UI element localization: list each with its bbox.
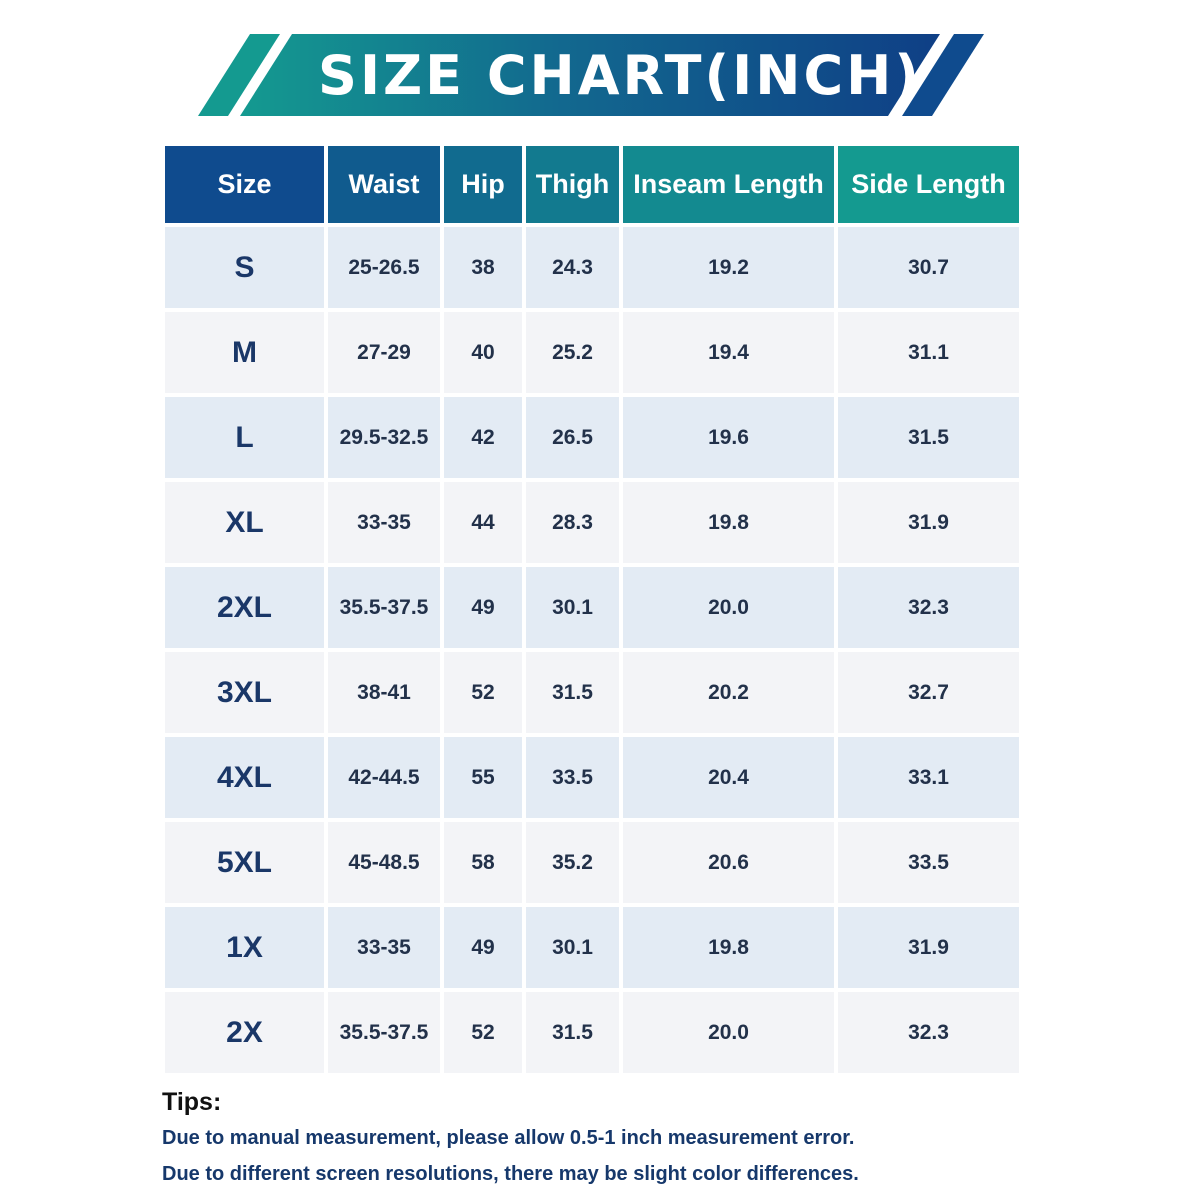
measurement-cell: 28.3 <box>526 482 619 563</box>
measurement-cell: 20.2 <box>623 652 834 733</box>
size-table <box>161 142 1023 1077</box>
measurement-cell: 33.1 <box>838 737 1019 818</box>
measurement-cell: 52 <box>444 992 522 1073</box>
header-row <box>165 146 1019 223</box>
size-label-cell: 5XL <box>165 822 324 903</box>
column-header: Size <box>165 146 324 223</box>
column-header: Thigh <box>526 146 619 223</box>
column-header: Waist <box>328 146 440 223</box>
measurement-cell: 32.7 <box>838 652 1019 733</box>
measurement-cell: 49 <box>444 567 522 648</box>
measurement-cell: 19.6 <box>623 397 834 478</box>
column-header: Hip <box>444 146 522 223</box>
measurement-cell: 38 <box>444 227 522 308</box>
measurement-cell: 38-41 <box>328 652 440 733</box>
size-label-cell: 2XL <box>165 567 324 648</box>
size-label-cell: S <box>165 227 324 308</box>
measurement-cell: 49 <box>444 907 522 988</box>
measurement-cell: 33-35 <box>328 907 440 988</box>
measurement-cell: 20.0 <box>623 567 834 648</box>
measurement-cell: 31.5 <box>838 397 1019 478</box>
table-row <box>165 822 1019 903</box>
measurement-cell: 42-44.5 <box>328 737 440 818</box>
measurement-cell: 33-35 <box>328 482 440 563</box>
tip-line: Due to different screen resolutions, there may be slight color differences. <box>162 1163 859 1185</box>
table-row <box>165 992 1019 1073</box>
chart-title: SIZE CHART(INCH) <box>318 44 922 107</box>
column-header: Inseam Length <box>623 146 834 223</box>
measurement-cell: 33.5 <box>526 737 619 818</box>
table-row <box>165 397 1019 478</box>
measurement-cell: 20.6 <box>623 822 834 903</box>
measurement-cell: 35.5-37.5 <box>328 992 440 1073</box>
size-label-cell: M <box>165 312 324 393</box>
table-row <box>165 567 1019 648</box>
measurement-cell: 31.9 <box>838 482 1019 563</box>
measurement-cell: 31.9 <box>838 907 1019 988</box>
table-row <box>165 312 1019 393</box>
measurement-cell: 19.2 <box>623 227 834 308</box>
measurement-cell: 19.4 <box>623 312 834 393</box>
measurement-cell: 30.7 <box>838 227 1019 308</box>
tips-title: Tips: <box>162 1088 222 1116</box>
size-label-cell: 3XL <box>165 652 324 733</box>
measurement-cell: 32.3 <box>838 992 1019 1073</box>
measurement-cell: 19.8 <box>623 482 834 563</box>
measurement-cell: 45-48.5 <box>328 822 440 903</box>
measurement-cell: 29.5-32.5 <box>328 397 440 478</box>
size-label-cell: 2X <box>165 992 324 1073</box>
measurement-cell: 30.1 <box>526 567 619 648</box>
measurement-cell: 52 <box>444 652 522 733</box>
measurement-cell: 35.5-37.5 <box>328 567 440 648</box>
measurement-cell: 25.2 <box>526 312 619 393</box>
measurement-cell: 58 <box>444 822 522 903</box>
tip-line: Due to manual measurement, please allow 0.5-1 inch measurement error. <box>162 1127 855 1149</box>
measurement-cell: 19.8 <box>623 907 834 988</box>
measurement-cell: 42 <box>444 397 522 478</box>
measurement-cell: 55 <box>444 737 522 818</box>
measurement-cell: 32.3 <box>838 567 1019 648</box>
table-row <box>165 737 1019 818</box>
measurement-cell: 20.4 <box>623 737 834 818</box>
size-label-cell: L <box>165 397 324 478</box>
measurement-cell: 31.5 <box>526 652 619 733</box>
size-label-cell: XL <box>165 482 324 563</box>
size-label-cell: 4XL <box>165 737 324 818</box>
measurement-cell: 44 <box>444 482 522 563</box>
measurement-cell: 33.5 <box>838 822 1019 903</box>
table-row <box>165 907 1019 988</box>
table-row <box>165 652 1019 733</box>
measurement-cell: 26.5 <box>526 397 619 478</box>
size-label-cell: 1X <box>165 907 324 988</box>
measurement-cell: 35.2 <box>526 822 619 903</box>
measurement-cell: 40 <box>444 312 522 393</box>
measurement-cell: 31.5 <box>526 992 619 1073</box>
measurement-cell: 30.1 <box>526 907 619 988</box>
measurement-cell: 27-29 <box>328 312 440 393</box>
column-header: Side Length <box>838 146 1019 223</box>
measurement-cell: 25-26.5 <box>328 227 440 308</box>
table-row <box>165 227 1019 308</box>
measurement-cell: 24.3 <box>526 227 619 308</box>
table-row <box>165 482 1019 563</box>
measurement-cell: 20.0 <box>623 992 834 1073</box>
measurement-cell: 31.1 <box>838 312 1019 393</box>
